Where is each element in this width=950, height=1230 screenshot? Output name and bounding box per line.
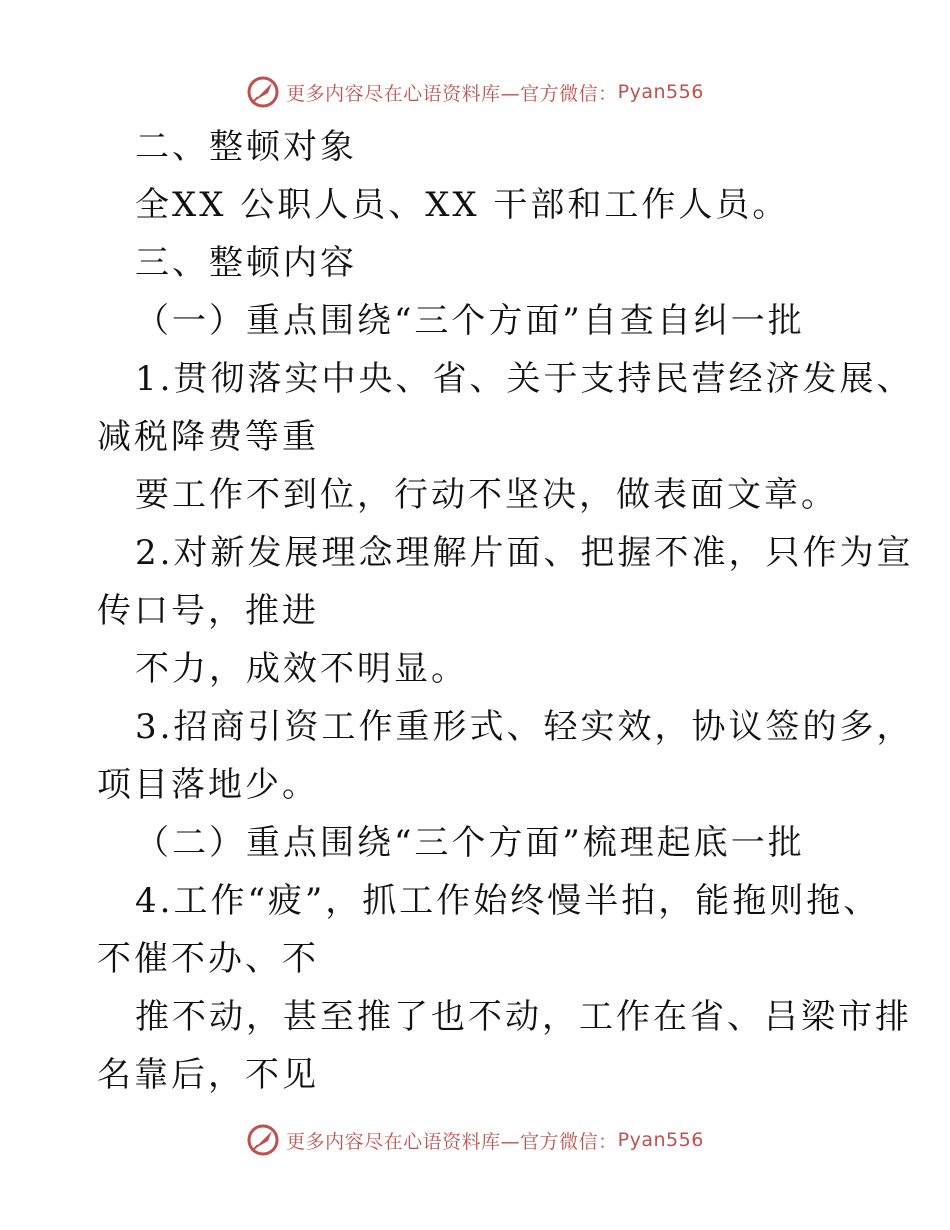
watermark-text: 更多内容尽在心语资料库—官方微信：: [286, 1130, 618, 1153]
text-line: （二）重点围绕“三个方面”梳理起底一批: [135, 823, 805, 863]
text-line: 全XX 公职人员、XX 干部和工作人员。: [135, 185, 790, 225]
text-line: 不力，成效不明显。: [135, 649, 468, 689]
header-watermark: [0, 72, 950, 112]
quill-logo-icon: [246, 75, 280, 109]
text-line: 三、整顿内容: [135, 243, 357, 283]
text-line: 要工作不到位，行动不坚决，做表面文章。: [135, 475, 838, 515]
footer-watermark: [0, 1120, 950, 1160]
text-line: 3.招商引资工作重形式、轻实效，协议签的多，: [135, 707, 914, 747]
text-line: 项目落地少。: [97, 765, 319, 805]
text-line: 不催不办、不: [97, 939, 319, 979]
quill-logo-icon: [246, 1123, 280, 1157]
text-line: 4.工作“疲”，抓工作始终慢半拍，能拖则拖、: [135, 881, 881, 921]
text-line: 2.对新发展理念理解片面、把握不准，只作为宣: [135, 533, 914, 573]
watermark-text: 更多内容尽在心语资料库—官方微信：: [286, 82, 618, 105]
text-line: 减税降费等重: [97, 417, 319, 457]
text-line: 推不动，甚至推了也不动，工作在省、吕梁市排: [135, 997, 912, 1037]
text-line: 传口号，推进: [97, 591, 319, 631]
text-line: 1.贯彻落实中央、省、关于支持民营经济发展、: [135, 359, 914, 399]
text-line: （一）重点围绕“三个方面”自查自纠一批: [135, 301, 805, 341]
watermark-id: Pyan556: [617, 1129, 704, 1151]
text-line: 二、整顿对象: [135, 127, 357, 167]
text-line: 名靠后，不见: [97, 1055, 319, 1095]
watermark-id: Pyan556: [617, 81, 704, 103]
